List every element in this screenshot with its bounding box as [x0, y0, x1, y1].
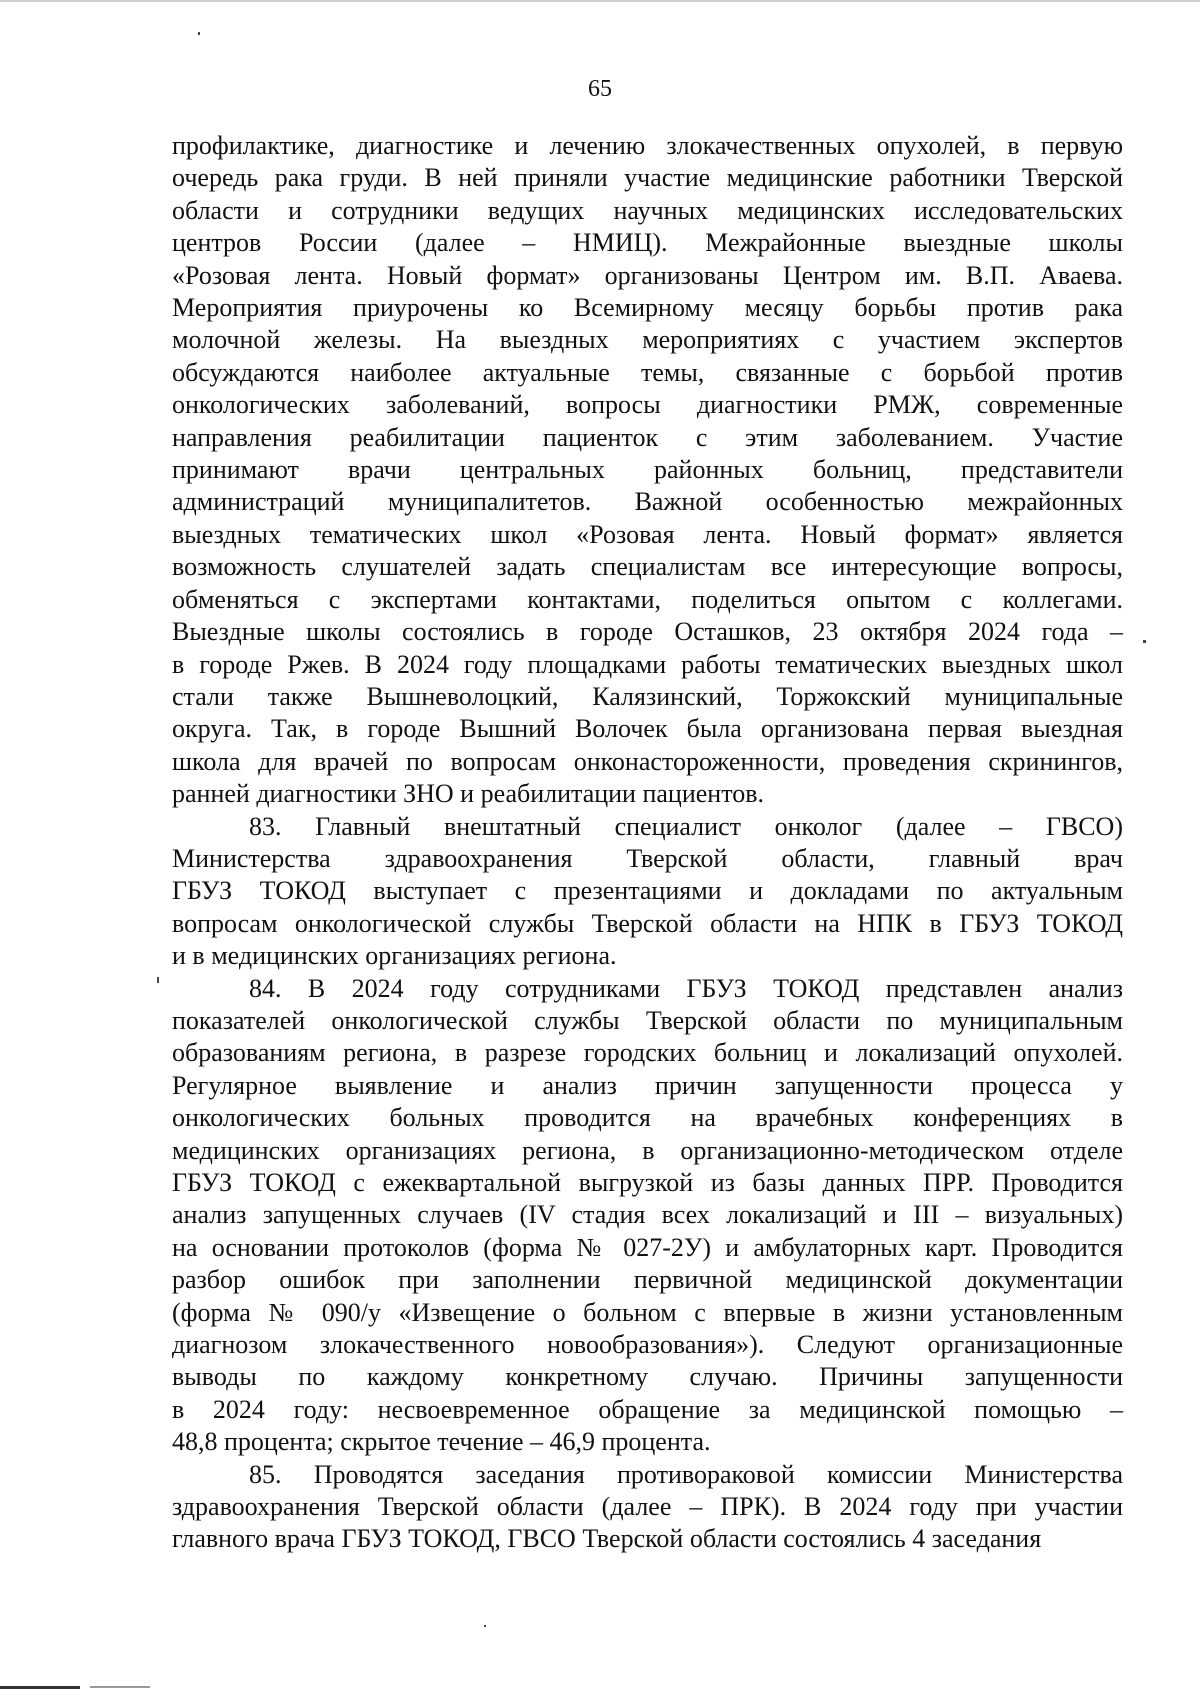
text-line: обсуждаются наиболее актуальные темы, связанные с борьбой против [172, 357, 1123, 387]
text-line: анализ запущенных случаев (IV стадия всех локализаций и III – визуальных) [172, 1200, 1123, 1230]
text-line: выездных тематических школ «Розовая лента. Новый формат» является [172, 519, 1123, 549]
text-line: (форма № 090/у «Извещение о больном с впервые в жизни установленным [172, 1297, 1123, 1327]
text-line: и в медицинских организациях региона. [172, 941, 617, 971]
text-line: обменяться с экспертами контактами, поделиться опытом с коллегами. [172, 584, 1123, 614]
text-line: «Розовая лента. Новый формат» организованы Центром им. В.П. Аваева. [172, 260, 1123, 290]
text-line: онкологических заболеваний, вопросы диагностики РМЖ, современные [172, 390, 1123, 420]
text-line: вопросам онкологической службы Тверской области на НПК в ГБУЗ ТОКОД [172, 908, 1123, 938]
scan-speck [157, 977, 159, 983]
text-line: округа. Так, в городе Вышний Волочек была организована первая выездная [172, 714, 1123, 744]
text-line: 85. Проводятся заседания противораковой комиссии Министерства [249, 1459, 1123, 1489]
text-line: медицинских организациях региона, в организационно-методическом отделе [172, 1135, 1123, 1165]
text-line: ранней диагностики ЗНО и реабилитации пациентов. [172, 779, 765, 809]
text-line: молочной железы. На выездных мероприятиях с участием экспертов [172, 325, 1123, 355]
text-line: администраций муниципалитетов. Важной особенностью межрайонных [172, 487, 1123, 517]
text-line: образованиям региона, в разрезе городских больниц и локализаций опухолей. [172, 1038, 1123, 1068]
text-line: стали также Вышневолоцкий, Калязинский, Торжокский муниципальные [172, 681, 1123, 711]
text-line: главного врача ГБУЗ ТОКОД, ГВСО Тверской области состоялись 4 заседания [172, 1524, 1042, 1554]
scan-edge-mark [0, 1686, 80, 1689]
paragraph [172, 1459, 1123, 1556]
text-line: Министерства здравоохранения Тверской области, главный врач [172, 843, 1123, 873]
text-line: Мероприятия приурочены ко Всемирному месяцу борьбы против рака [172, 293, 1123, 323]
text-line: школа для врачей по вопросам онконастороженности, проведения скринингов, [172, 746, 1123, 776]
text-line: ГБУЗ ТОКОД с ежеквартальной выгрузкой из базы данных ПРР. Проводится [172, 1168, 1123, 1197]
text-line: области и сотрудники ведущих научных медицинских исследовательских [172, 195, 1123, 225]
text-line: 83. Главный внештатный специалист онколог (далее – ГВСО) [249, 811, 1123, 841]
scan-edge-mark [90, 1686, 150, 1688]
paragraph [172, 130, 1123, 811]
text-line: разбор ошибок при заполнении первичной медицинской документации [172, 1265, 1123, 1295]
text-line: Регулярное выявление и анализ причин запущенности процесса у [172, 1070, 1123, 1100]
text-line: в 2024 году: несвоевременное обращение за медицинской помощью – [172, 1394, 1123, 1424]
text-line: центров России (далее – НМИЦ). Межрайонные выездные школы [172, 228, 1123, 258]
scan-speck [1143, 640, 1146, 643]
paragraph [172, 973, 1123, 1459]
text-line: возможность слушателей задать специалистам все интересующие вопросы, [172, 552, 1123, 582]
text-line: профилактике, диагностике и лечению злокачественных опухолей, в первую [172, 131, 1123, 160]
page-number: 65 [588, 76, 612, 102]
text-line: принимают врачи центральных районных больниц, представители [172, 455, 1123, 485]
text-line: ГБУЗ ТОКОД выступает с презентациями и докладами по актуальным [172, 876, 1123, 906]
text-line: здравоохранения Тверской области (далее – ПРК). В 2024 году при участии [172, 1492, 1123, 1522]
text-line: 84. В 2024 году сотрудниками ГБУЗ ТОКОД представлен анализ [249, 973, 1123, 1003]
text-line: показателей онкологической службы Тверской области по муниципальным [172, 1005, 1123, 1035]
text-line: 48,8 процента; скрытое течение – 46,9 процента. [172, 1427, 711, 1457]
text-line: Выездные школы состоялись в городе Осташков, 23 октября 2024 года – [172, 617, 1123, 647]
scan-speck [484, 1625, 486, 1627]
text-line: на основании протоколов (форма № 027-2У) и амбулаторных карт. Проводится [172, 1232, 1123, 1262]
text-line: диагнозом злокачественного новообразования»). Следуют организационные [172, 1330, 1123, 1360]
text-line: в городе Ржев. В 2024 году площадками работы тематических выездных школ [172, 649, 1123, 679]
text-line: очередь рака груди. В ней приняли участие медицинские работники Тверской [172, 163, 1123, 193]
document-body [172, 130, 1123, 1556]
paragraph [172, 811, 1123, 973]
scan-speck [198, 32, 200, 35]
text-line: онкологических больных проводится на врачебных конференциях в [172, 1103, 1123, 1133]
text-line: выводы по каждому конкретному случаю. Причины запущенности [172, 1362, 1123, 1392]
text-line: направления реабилитации пациенток с этим заболеванием. Участие [172, 422, 1123, 452]
